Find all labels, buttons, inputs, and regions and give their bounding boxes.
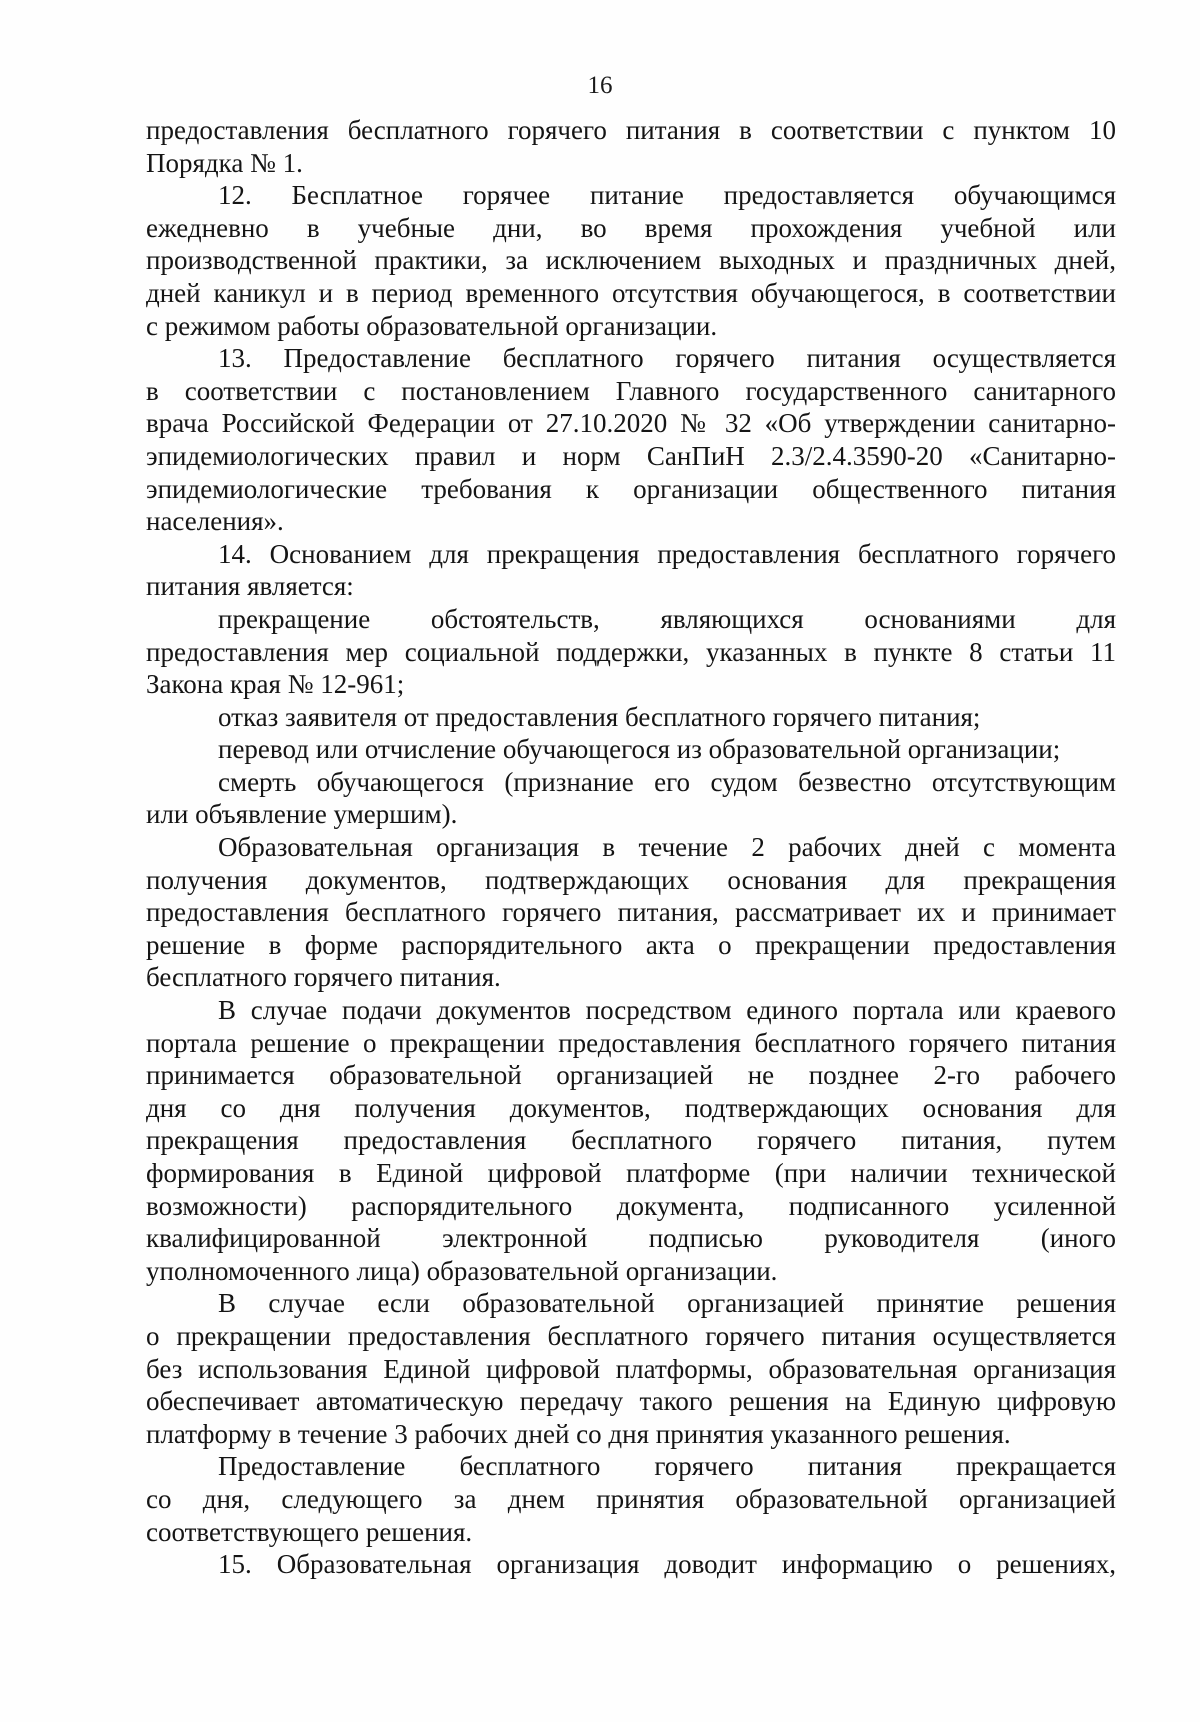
- text-line: Образовательная организация в течение 2 рабочих дней с момента: [218, 832, 1116, 863]
- text-line: прекращение обстоятельств, являющихся основаниями для: [218, 603, 1116, 634]
- text-line: ежедневно в учебные дни, во время прохождения учебной или: [146, 212, 1116, 243]
- document-body: [146, 114, 1116, 1581]
- text-line: эпидемиологических правил и норм СанПиН 2.3/2.4.3590-20 «Санитарно-: [146, 440, 1116, 471]
- text-line: Закона края № 12-961;: [146, 669, 405, 700]
- text-line: с режимом работы образовательной организации.: [146, 310, 718, 341]
- text-line: соответствующего решения.: [146, 1516, 473, 1547]
- text-line: уполномоченного лица) образовательной организации.: [146, 1255, 778, 1286]
- text-line: В случае если образовательной организацией принятие решения: [218, 1288, 1116, 1319]
- text-line: портала решение о прекращении предоставления бесплатного горячего питания: [146, 1027, 1116, 1058]
- text-line: предоставления бесплатного горячего питания, рассматривает их и принимает: [146, 897, 1116, 928]
- text-line: предоставления бесплатного горячего питания в соответствии с пунктом 10: [146, 115, 1116, 145]
- text-line: перевод или отчисление обучающегося из образовательной организации;: [218, 734, 1061, 765]
- text-line: питания является:: [146, 571, 354, 602]
- text-line: или объявление умершим).: [146, 799, 458, 830]
- text-line: эпидемиологические требования к организации общественного питания: [146, 473, 1116, 504]
- text-line: смерть обучающегося (признание его судом безвестно отсутствующим: [218, 766, 1116, 797]
- text-line: платформу в течение 3 рабочих дней со дня принятия указанного решения.: [146, 1418, 1011, 1449]
- text-line: о прекращении предоставления бесплатного горячего питания осуществляется: [146, 1320, 1116, 1351]
- text-line: населения».: [146, 506, 284, 537]
- text-line: 13. Предоставление бесплатного горячего питания осуществляется: [218, 343, 1116, 374]
- text-line: квалифицированной электронной подписью руководителя (иного: [146, 1223, 1116, 1254]
- page-number: 16: [587, 72, 613, 99]
- text-line: бесплатного горячего питания.: [146, 962, 501, 993]
- text-line: Предоставление бесплатного горячего питания прекращается: [218, 1451, 1116, 1482]
- text-line: обеспечивает автоматическую передачу такого решения на Единую цифровую: [146, 1386, 1116, 1417]
- text-line: дней каникул и в период временного отсутствия обучающегося, в соответствии: [146, 277, 1116, 308]
- text-line: 14. Основанием для прекращения предоставления бесплатного горячего: [218, 538, 1116, 569]
- text-line: получения документов, подтверждающих основания для прекращения: [146, 864, 1116, 895]
- text-line: Порядка № 1.: [146, 147, 303, 178]
- text-line: в соответствии с постановлением Главного государственного санитарного: [146, 375, 1116, 406]
- text-line: 12. Бесплатное горячее питание предоставляется обучающимся: [218, 180, 1116, 211]
- text-line: предоставления мер социальной поддержки, указанных в пункте 8 статьи 11: [146, 636, 1116, 667]
- text-line: производственной практики, за исключением выходных и праздничных дней,: [146, 245, 1116, 276]
- text-line: отказ заявителя от предоставления бесплатного горячего питания;: [218, 701, 981, 732]
- text-line: прекращения предоставления бесплатного горячего питания, путем: [146, 1125, 1116, 1156]
- text-line: решение в форме распорядительного акта о прекращении предоставления: [146, 929, 1116, 960]
- text-line: В случае подачи документов посредством единого портала или краевого: [218, 995, 1116, 1026]
- text-line: дня со дня получения документов, подтверждающих основания для: [146, 1092, 1116, 1123]
- text-line: врача Российской Федерации от 27.10.2020 № 32 «Об утверждении санитарно-: [146, 408, 1116, 439]
- text-line: возможности) распорядительного документа, подписанного усиленной: [146, 1190, 1116, 1221]
- text-line: формирования в Единой цифровой платформе (при наличии технической: [146, 1158, 1116, 1188]
- text-line: принимается образовательной организацией не позднее 2-го рабочего: [146, 1060, 1116, 1091]
- text-line: со дня, следующего за днем принятия образовательной организацией: [146, 1483, 1116, 1514]
- text-line: без использования Единой цифровой платформы, образовательная организация: [146, 1353, 1116, 1384]
- text-line: 15. Образовательная организация доводит информацию о решениях,: [218, 1549, 1116, 1580]
